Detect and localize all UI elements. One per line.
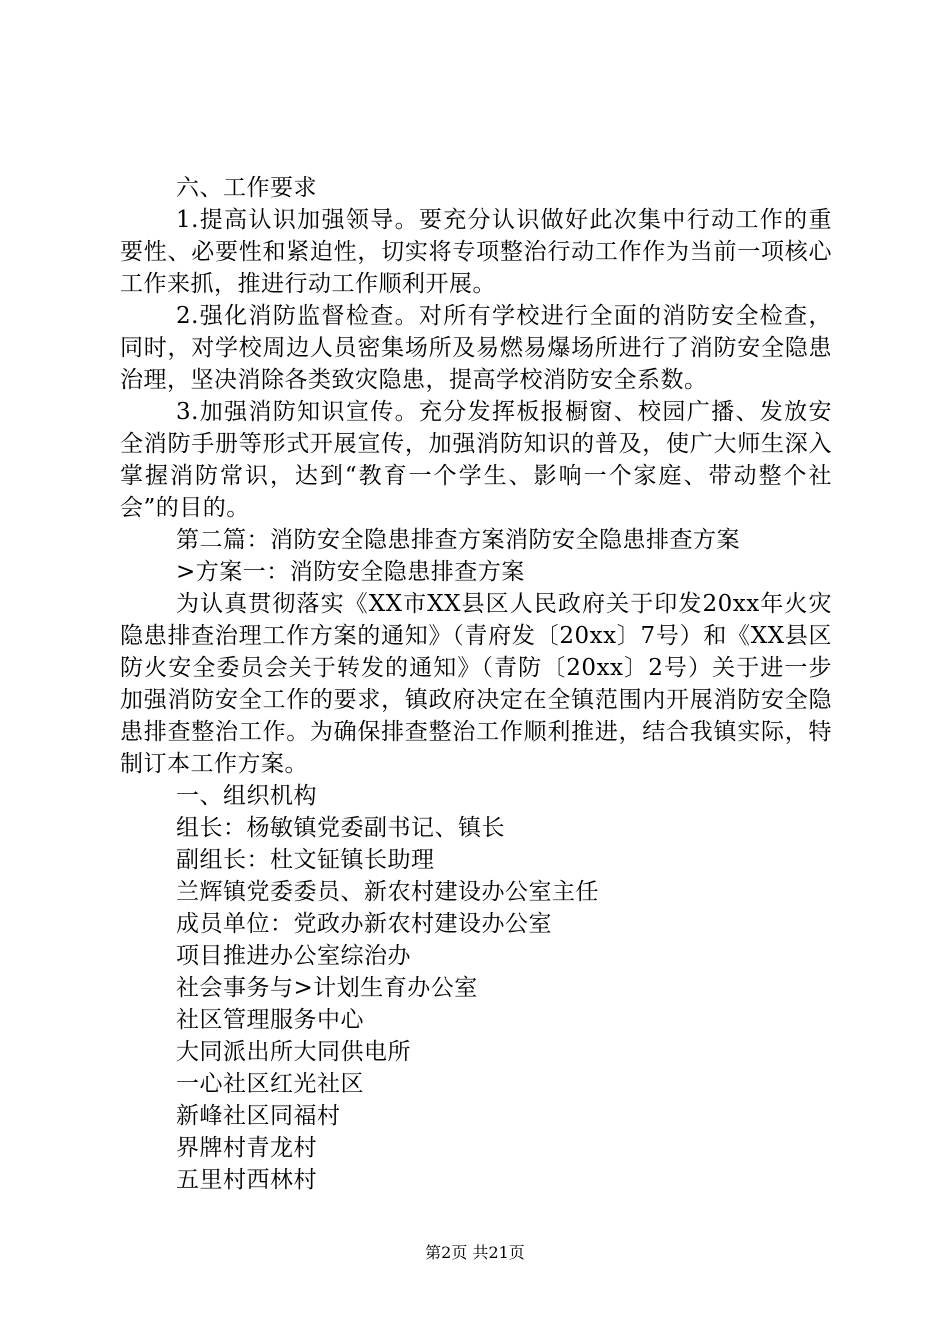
chapter-two-title: 第二篇：消防安全隐患排查方案消防安全隐患排查方案	[176, 527, 740, 553]
page-number-footer: 第2页 共21页	[425, 1243, 525, 1262]
requirement-item-3: 3.加强消防知识宣传。充分发挥板报橱窗、校园广播、发放安全消防手册等形式开展宣传，加强消防知识的普及，使广大师生深入掌握消防常识，达到“教育一个学生、影响一个家庭、带动整个社会”的目的。	[120, 399, 832, 521]
org-member-line: 社会事务与>计划生育办公室	[176, 975, 478, 1001]
org-member-line: 新峰社区同福村	[176, 1103, 341, 1129]
plan-one-title: >方案一：消防安全隐患排查方案	[176, 559, 525, 585]
plan-intro-paragraph: 为认真贯彻落实《XX市XX县区人民政府关于印发20xx年火灾隐患排查治理工作方案的通知》（青府发〔20xx〕7号）和《XX县区防火安全委员会关于转发的通知》（青防〔20xx〕2号）关于进一步加强消防安全工作的要求，镇政府决定在全镇范围内开展消防安全隐患排查整治工作。为确保排查整治工作顺利推进，结合我镇实际，特制订本工作方案。	[120, 591, 832, 777]
org-member-line: 五里村西林村	[176, 1167, 317, 1193]
org-member-line: 界牌村青龙村	[176, 1135, 317, 1161]
org-member-line: 大同派出所大同供电所	[176, 1039, 411, 1065]
org-member-line: 副组长：杜文钲镇长助理	[176, 847, 435, 873]
org-member-line: 组长：杨敏镇党委副书记、镇长	[176, 815, 505, 841]
org-member-line: 项目推进办公室综治办	[176, 943, 411, 969]
requirement-item-2: 2.强化消防监督检查。对所有学校进行全面的消防安全检查，同时，对学校周边人员密集场所及易燃易爆场所进行了消防安全隐患治理，坚决消除各类致灾隐患，提高学校消防安全系数。	[120, 303, 832, 393]
section-heading-organization: 一、组织机构	[176, 783, 317, 809]
requirement-item-1: 1.提高认识加强领导。要充分认识做好此次集中行动工作的重要性、必要性和紧迫性，切实将专项整治行动工作作为当前一项核心工作来抓，推进行动工作顺利开展。	[120, 207, 832, 297]
org-member-line: 社区管理服务中心	[176, 1007, 364, 1033]
org-member-line: 成员单位：党政办新农村建设办公室	[176, 911, 552, 937]
document-body	[120, 172, 832, 1196]
section-heading-work-requirements: 六、工作要求	[176, 175, 317, 201]
org-member-line: 一心社区红光社区	[176, 1071, 364, 1097]
org-member-line: 兰辉镇党委委员、新农村建设办公室主任	[176, 879, 599, 905]
